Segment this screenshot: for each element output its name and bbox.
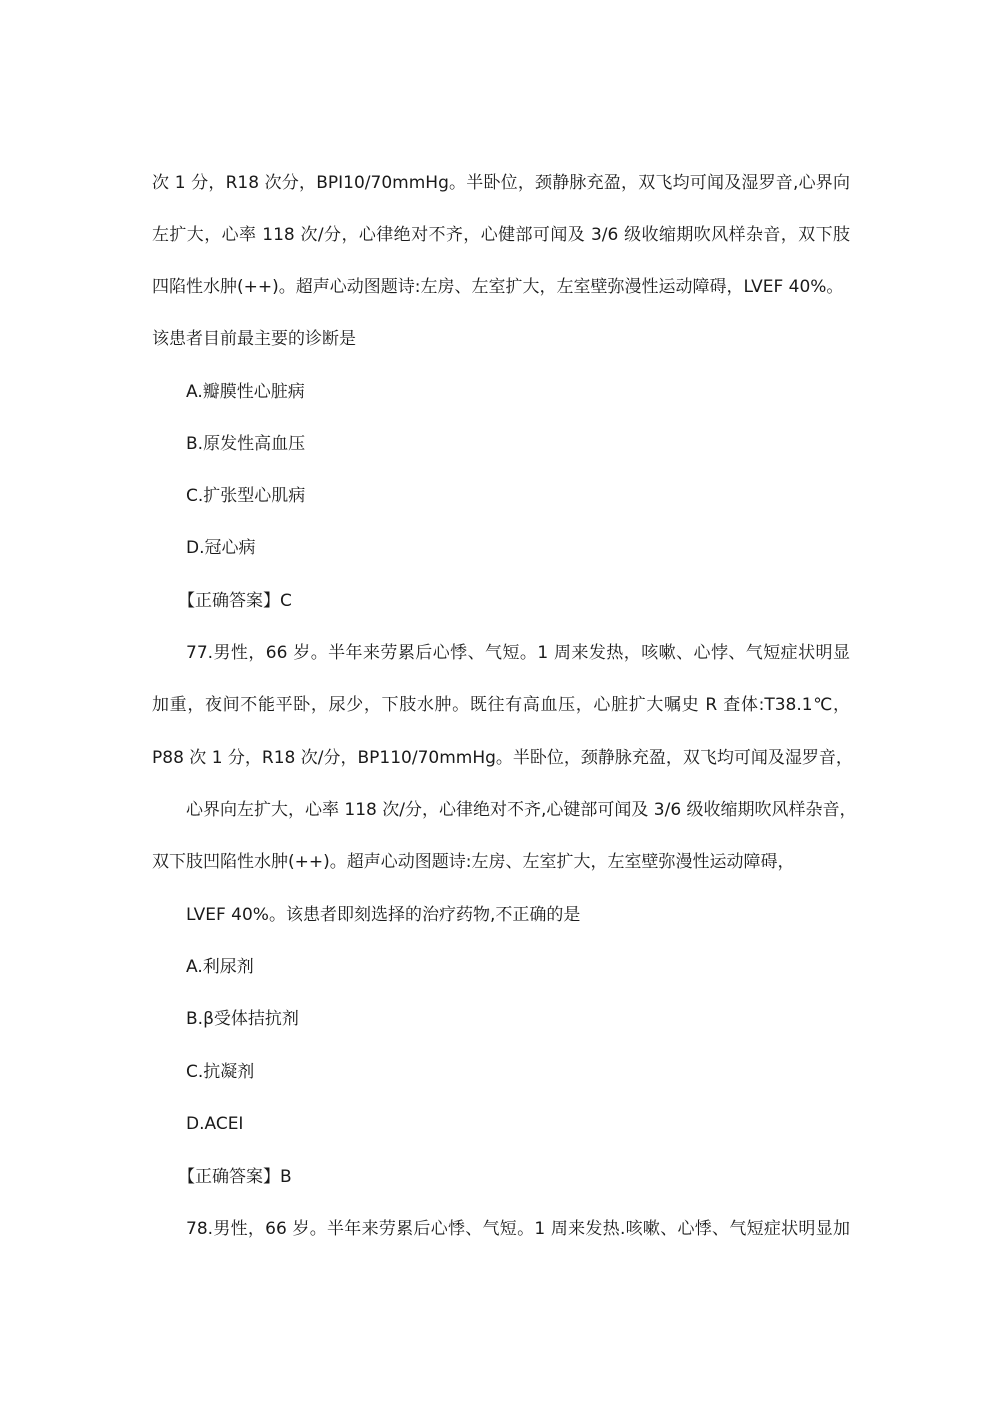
q77-text-line-4: 心界向左扩大，心率 118 次/分，心律绝对不齐,心键部可闻及 3/6 级收缩期吹风样杂音， [186,800,857,820]
q76-option-b: B.原发性高血压 [186,434,306,454]
q77-text-line-3: P88 次 1 分，R18 次/分，BP110/70mmHg。半卧位，颈静脉充盈，双飞均可闻及湿罗音， [152,748,853,768]
q77-text-line-1: 77.男性，66 岁。半年来劳累后心悸、气短。1 周来发热，咳嗽、心悖、气短症状明显 [186,643,850,663]
q77-text-line-5: 双下肢凹陷性水肿(++)。超声心动图题诗:左房、左室扩大，左室壁弥漫性运动障碍， [152,852,795,872]
q77-option-d: D.ACEI [186,1114,244,1134]
q77-option-c: C.抗凝剂 [186,1062,255,1082]
q77-text-line-6: LVEF 40%。该患者即刻选择的治疗药物,不正确的是 [186,905,581,925]
q76-text-line-2: 左扩大，心率 118 次/分，心律绝对不齐，心健部可闻及 3/6 级收缩期吹风样杂音，双下肢 [152,225,850,245]
q76-text-line-4: 该患者目前最主要的诊断是 [152,329,356,349]
q76-text-line-3: 四陷性水肿(++)。超声心动图题诗:左房、左室扩大，左室壁弥漫性运动障碍，LVEF 40%。 [152,277,844,297]
q76-option-d: D.冠心病 [186,538,256,558]
q77-text-line-2: 加重，夜间不能平卧，尿少，下肢水肿。既往有高血压，心脏扩大嘱史 R 査体:T38.1℃， [152,695,850,715]
q77-option-a: A.利尿剂 [186,957,254,977]
q76-option-c: C.扩张型心肌病 [186,486,306,506]
q77-option-b: B.β受体拮抗剂 [186,1009,299,1029]
q78-text-line-1: 78.男性，66 岁。半年来劳累后心悸、气短。1 周来发热.咳嗽、心悸、气短症状明显加 [186,1219,850,1239]
q76-text-line-1: 次 1 分，R18 次分，BPI10/70mmHg。半卧位，颈静脉充盈，双飞均可闻及湿罗音,心界向 [152,173,850,193]
q76-option-a: A.瓣膜性心脏病 [186,382,305,402]
q76-answer: 【正确答案】C [178,591,292,611]
q77-answer: 【正确答案】B [178,1167,292,1187]
